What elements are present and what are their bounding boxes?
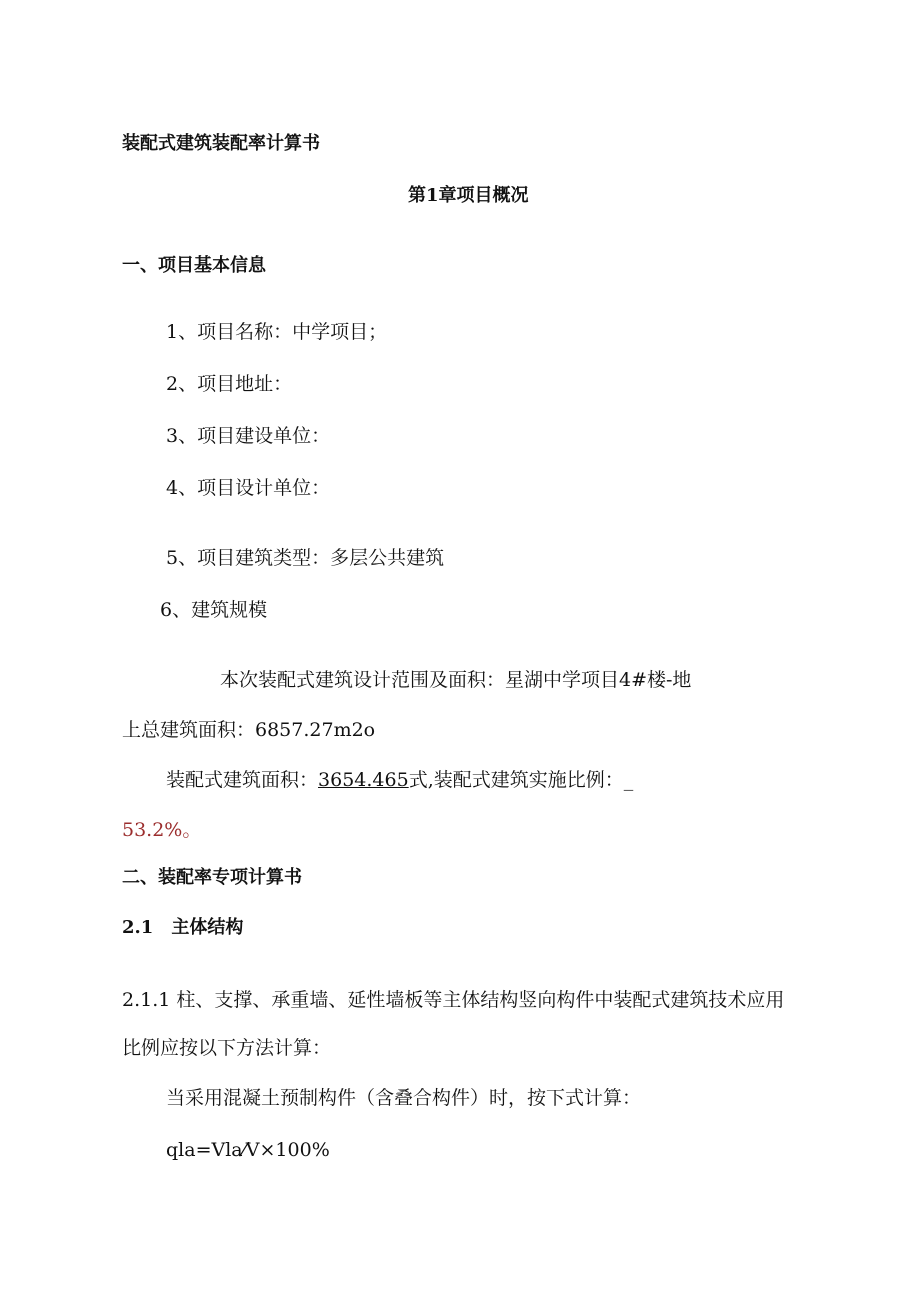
paragraph-concrete-method: 当采用混凝土预制构件（含叠合构件）时，按下式计算： xyxy=(166,1087,642,1109)
info-item-construction-unit: 3、项目建设单位： xyxy=(166,425,331,447)
chapter-title: 第1章项目概况 xyxy=(408,185,529,206)
info-item-building-type: 5、项目建筑类型：多层公共建筑 xyxy=(166,547,445,569)
implementation-ratio-value: 53.2%。 xyxy=(122,819,202,841)
info-item-design-unit: 4、项目设计单位： xyxy=(166,477,331,499)
prefab-area-value: 3654.465 xyxy=(318,769,409,791)
section-heading-assembly-rate: 二、装配率专项计算书 xyxy=(122,867,302,888)
formula: qla=Vla⁄V×100% xyxy=(166,1139,330,1161)
subsection-number: 2.1 xyxy=(122,917,154,938)
scope-text-line2: 上总建筑面积：6857.27m2o xyxy=(122,719,376,741)
info-item-project-address: 2、项目地址： xyxy=(166,373,293,395)
subsection-title: 主体结构 xyxy=(171,917,244,938)
scope-text-line1: 本次装配式建筑设计范围及面积：星湖中学项目4#楼-地 xyxy=(220,669,692,691)
prefab-area-line xyxy=(166,768,633,792)
section-heading-basic-info: 一、项目基本信息 xyxy=(122,255,266,276)
paragraph-2-1-1-line1: 2.1.1 柱、支撑、承重墙、延性墙板等主体结构竖向构件中装配式建筑技术应用 xyxy=(122,989,785,1011)
prefab-area-label: 装配式建筑面积： xyxy=(166,769,319,791)
paragraph-2-1-1-line2: 比例应按以下方法计算： xyxy=(122,1037,332,1059)
info-item-project-name: 1、项目名称：中学项目； xyxy=(166,321,388,343)
subsection-heading xyxy=(122,916,243,940)
info-item-building-scale: 6、建筑规模 xyxy=(160,599,268,621)
prefab-area-suffix: 式,装配式建筑实施比例：_ xyxy=(408,769,634,791)
document-title: 装配式建筑装配率计算书 xyxy=(122,133,320,154)
